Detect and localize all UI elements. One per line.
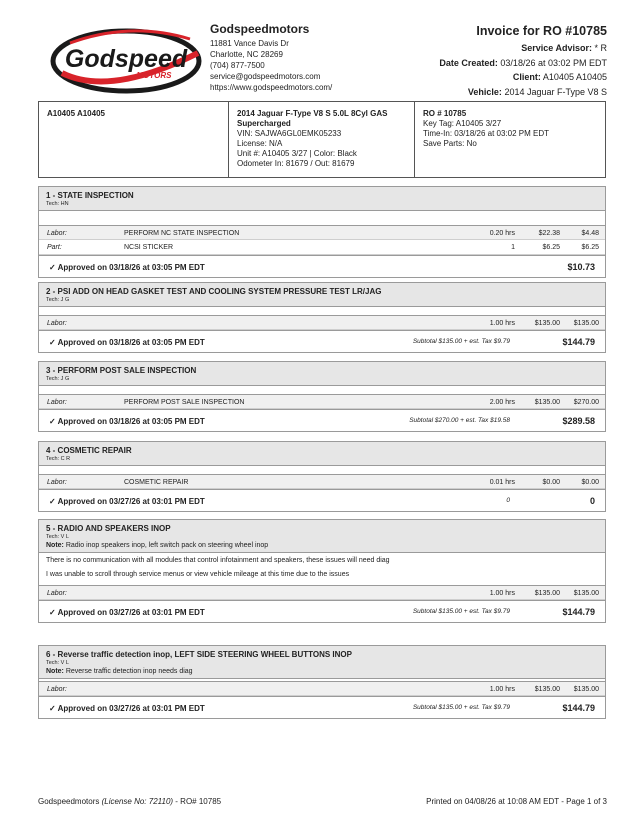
job-title: 4 - COSMETIC REPAIR: [46, 446, 132, 455]
approval-status: ✓ Approved on 03/18/26 at 03:05 PM EDT: [49, 338, 205, 347]
vehicle-details: 2014 Jaguar F-Type V8 S 5.0L 8Cyl GAS Supercharged VIN: SAJWA6GL0EMK05233 License: N/A Unit #: A10405 3/27 | Color: Black Odometer In: 81679 / Out: 81679: [229, 102, 415, 177]
date-created: Date Created: 03/18/26 at 03:02 PM EDT: [439, 57, 607, 68]
approval-row: [39, 600, 605, 622]
approval-status: ✓ Approved on 03/27/26 at 03:01 PM EDT: [49, 704, 205, 713]
job-title: 6 - Reverse traffic detection inop, LEFT SIDE STEERING WHEEL BUTTONS INOP: [46, 650, 352, 659]
job-subtotal: Subtotal $135.00 + est. Tax $9.79: [412, 608, 510, 615]
job-section: [38, 186, 606, 278]
line-item: Labor: COSMETIC REPAIR 0.01 hrs $0.00 $0.00: [39, 474, 605, 489]
approval-status: ✓ Approved on 03/18/26 at 03:05 PM EDT: [49, 263, 205, 272]
shop-phone: (704) 877-7500: [210, 61, 265, 70]
approval-row: [39, 255, 605, 277]
job-total: $289.58: [562, 416, 595, 426]
job-extra-notes: There is no communication with all modules that control infotainment and speakers, these issues will need diag I was unable to scroll through service menus or view vehicle mileage at this time due to the issues: [46, 557, 390, 578]
job-title: 1 - STATE INSPECTION: [46, 191, 134, 200]
job-section: [38, 441, 606, 512]
line-item: Labor: PERFORM POST SALE INSPECTION 2.00 hrs $135.00 $270.00: [39, 394, 605, 409]
job-tech: Tech: HN: [46, 201, 69, 207]
job-section: [38, 282, 606, 353]
line-item: Labor: 1.00 hrs $135.00 $135.00: [39, 681, 605, 696]
approval-status: ✓ Approved on 03/27/26 at 03:01 PM EDT: [49, 497, 205, 506]
approval-row: [39, 330, 605, 352]
footer-right: Printed on 04/08/26 at 10:08 AM EDT - Page 1 of 3: [426, 797, 607, 806]
job-subtotal: Subtotal $270.00 + est. Tax $19.58: [409, 417, 510, 424]
job-section: [38, 361, 606, 432]
invoice-title: Invoice for RO #10785: [476, 24, 607, 38]
footer-left: Godspeedmotors (License No: 72110) - RO# 10785: [38, 797, 222, 806]
approval-status: ✓ Approved on 03/27/26 at 03:01 PM EDT: [49, 608, 205, 617]
job-note: Note: Reverse traffic detection inop needs diag: [46, 668, 193, 675]
client: Client: A10405 A10405: [512, 72, 607, 82]
shop-address-2: Charlotte, NC 28269: [210, 50, 283, 59]
job-subtotal: Subtotal $135.00 + est. Tax $9.79: [412, 338, 510, 345]
godspeed-logo: [50, 25, 202, 95]
approval-row: [39, 409, 605, 431]
job-total: 0: [589, 496, 595, 506]
shop-info: [210, 22, 332, 93]
invoice-summary: [439, 23, 607, 99]
job-tech: Tech: J G: [46, 297, 70, 303]
line-item: Labor: 1.00 hrs $135.00 $135.00: [39, 585, 605, 600]
job-title: 5 - RADIO AND SPEAKERS INOP: [46, 524, 171, 533]
svg-text:Godspeed: Godspeed: [64, 45, 188, 73]
job-note: Note: Radio inop speakers inop, left switch pack on steering wheel inop: [46, 542, 269, 549]
svg-text:MOTORS: MOTORS: [136, 71, 172, 80]
ro-details: RO # 10785 Key Tag: A10405 3/27 Time-In: 03/18/26 at 03:02 PM EDT Save Parts: No: [423, 109, 549, 148]
line-item: Part: NCSI STICKER 1 $6.25 $6.25: [39, 240, 605, 255]
job-tech: Tech: C R: [46, 456, 71, 462]
approval-row: [39, 696, 605, 718]
job-section: [38, 645, 606, 719]
approval-status: ✓ Approved on 03/18/26 at 03:05 PM EDT: [49, 417, 205, 426]
job-subtotal: 0: [506, 497, 510, 504]
job-total: $144.79: [562, 337, 595, 347]
customer-vehicle-box: [38, 101, 606, 178]
job-total: $144.79: [562, 607, 595, 617]
job-tech: Tech: J G: [46, 376, 70, 382]
shop-email: service@godspeedmotors.com: [210, 72, 321, 81]
job-tech: Tech: V L: [46, 660, 69, 666]
shop-name: Godspeedmotors: [210, 22, 310, 36]
customer-name: A10405 A10405: [39, 102, 229, 177]
job-title: 2 - PSI ADD ON HEAD GASKET TEST AND COOLING SYSTEM PRESSURE TEST LR/JAG: [46, 287, 382, 296]
job-total: $144.79: [562, 703, 595, 713]
line-item: Labor: PERFORM NC STATE INSPECTION 0.20 hrs $22.38 $4.48: [39, 225, 605, 240]
vehicle: Vehicle: 2014 Jaguar F-Type V8 S: [467, 86, 607, 97]
job-tech: Tech: V L: [46, 534, 69, 540]
line-item: Labor: 1.00 hrs $135.00 $135.00: [39, 315, 605, 330]
job-section: [38, 519, 606, 623]
job-subtotal: Subtotal $135.00 + est. Tax $9.79: [412, 704, 510, 711]
shop-address-1: 11881 Vance Davis Dr: [210, 39, 289, 48]
shop-website: https://www.godspeedmotors.com/: [210, 83, 333, 92]
service-advisor: Service Advisor: * R: [521, 43, 607, 53]
approval-row: [39, 489, 605, 511]
job-title: 3 - PERFORM POST SALE INSPECTION: [46, 366, 197, 375]
job-total: $10.73: [567, 262, 595, 272]
